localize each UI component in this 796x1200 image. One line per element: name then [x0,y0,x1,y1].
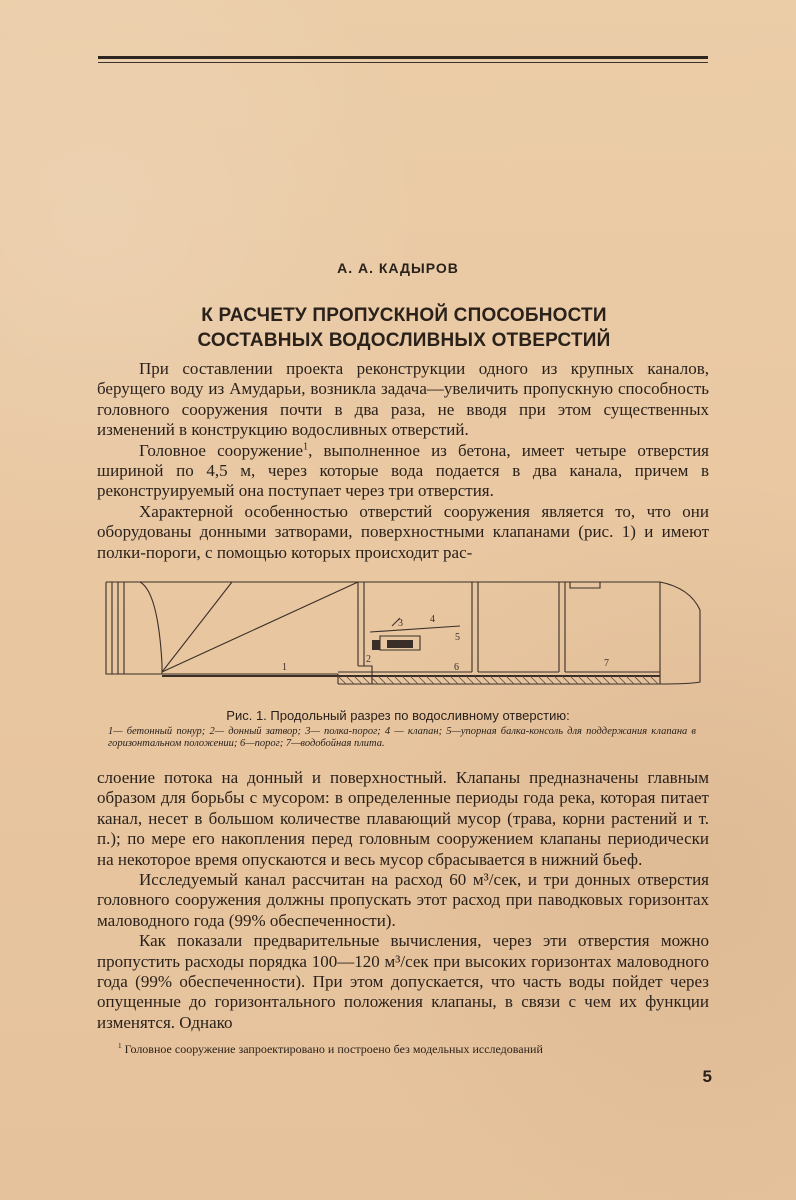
title-line-2: СОСТАВНЫХ ВОДОСЛИВНЫХ ОТВЕРСТИЙ [197,330,611,351]
paragraph-2-start: Головное сооружение [139,440,304,460]
author-name: А. А. КАДЫРОВ [337,260,459,276]
paragraph-5: Исследуемый канал рассчитан на расход 60 м³/сек, и три донных отверстия головного сооружения должны пропускать этот расход при паводковых горизонтах маловодного года (99% обеспеченности). [97,870,709,930]
page-number: 5 [702,1067,712,1086]
figure-legend: 1— бетонный понур; 2— донный затвор; 3— полка-порог; 4 — клапан; 5—упорная балка-консоль для поддержания клапана в горизонтальном положении; 6—порог; 7—водобойная плита. [108,726,696,749]
title-line-1: К РАСЧЕТУ ПРОПУСКНОЙ СПОСОБНОСТИ [201,305,607,326]
body-section-1 [97,359,709,563]
top-rule [98,56,708,59]
article-title [96,303,712,353]
figure-label-4: 4 [430,614,435,625]
figure-1 [100,574,702,702]
footnote-ref: 1 [303,440,309,452]
paragraph-4: слоение потока на донный и поверхностный. Клапаны предназначены главным образом для борьбы с мусором: в определенные периоды года река, которая питает канал, несет в большом количестве плавающий мусор (трава, корни растений и т. п.); по мере его накопления перед головным сооружением клапаны периодически на некоторое время опускаются и весь мусор сбрасывается в нижний бьеф. [97,768,709,869]
footnote-number: 1 [118,1042,122,1050]
footnote [118,1042,708,1056]
figure-label-5: 5 [455,632,460,643]
figure-label-2: 2 [366,654,371,665]
figure-label-7: 7 [604,658,609,669]
body-section-2 [97,768,709,1033]
figure-label-1: 1 [282,662,287,673]
paragraph-3: Характерной особенностью отверстий сооружения является то, что они оборудованы донными затворами, поверхностными клапанами (рис. 1) и имеют полки-пороги, с помощью которых происходит рас- [97,501,709,562]
figure-label-3: 3 [398,618,403,629]
paragraph-2 [97,441,709,502]
paragraph-6: Как показали предварительные вычисления, через эти отверстия можно пропустить расходы порядка 100—120 м³/сек при высоких горизонтах маловодного года (99% обеспеченности). При этом допускается, что часть воды пойдет через опущенные до горизонтального положения клапаны, в связи с чем их функции изменятся. Однако [97,931,709,1032]
footnote-text: Головное сооружение запроектировано и построено без модельных исследований [124,1042,543,1056]
paragraph-2-end: , выполненное из бетона, имеет четыре отверстия шириной по 4,5 м, через которые вода подается в два канала, причем в реконструируемый она поступает через три отверстия. [97,440,709,501]
longitudinal-section-drawing [100,574,702,702]
figure-label-6: 6 [454,662,459,673]
top-rule-secondary [98,62,708,63]
paragraph-1: При составлении проекта реконструкции одного из крупных каналов, берущего воду из Амударьи, возникла задача—увеличить пропускную способность головного сооружения почти в два раза, не вводя при этом существенных изменений в конструкцию водосливных отверстий. [97,359,709,440]
figure-caption: Рис. 1. Продольный разрез по водосливному отверстию: [226,708,570,723]
